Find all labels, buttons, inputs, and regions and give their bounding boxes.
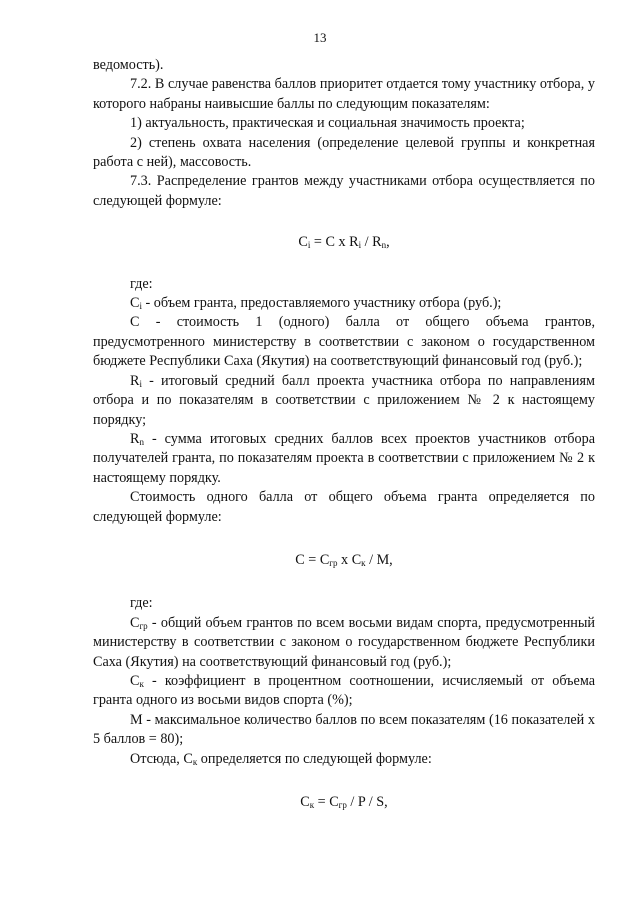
subscript: гр (338, 800, 347, 810)
paragraph (93, 750, 595, 769)
text-run: - итоговый средний балл проекта участника отбора по направлениям отбора и по показателям в соответствии с приложением № 2 к настоящему порядку; (93, 372, 595, 428)
text-run: R (130, 372, 140, 389)
text-run: C (298, 234, 308, 251)
paragraph-text: ведомость). (93, 57, 164, 73)
text-run: / M, (365, 551, 393, 568)
paragraph-text: где: (130, 275, 153, 292)
subscript: гр (139, 620, 148, 631)
subscript: к (139, 678, 144, 689)
subscript: гр (329, 557, 338, 568)
paragraph-text: где: (130, 595, 153, 612)
paragraph (93, 711, 595, 750)
paragraph (93, 372, 595, 430)
text-run: / P / S, (346, 794, 388, 810)
formula (93, 551, 595, 570)
formula (93, 233, 595, 252)
subscript: n (139, 436, 144, 447)
subscript: i (358, 240, 362, 251)
text-run: C (130, 295, 140, 312)
paragraph (93, 488, 595, 527)
paragraph-text: M - максимальное количество баллов по всем показателям (16 показателей x 5 баллов = 80); (93, 711, 595, 748)
text-run: - общий объем грантов по всем восьми видам спорта, предусмотренный министерству в соответствии с законом о государственном бюджете Республики Саха (Якутия) на соответствующий финансовый год (руб.); (93, 614, 595, 670)
paragraph (93, 114, 595, 133)
paragraph (93, 614, 595, 672)
subscript: к (192, 756, 198, 767)
subscript: к (309, 800, 315, 810)
paragraph (93, 672, 595, 711)
paragraph (93, 294, 595, 313)
paragraph (93, 430, 595, 488)
text-run: C (130, 614, 140, 631)
subscript: к (361, 557, 366, 568)
paragraph-text: 7.3. Распределение грантов между участниками отбора осуществляется по следующей формуле: (93, 173, 595, 209)
paragraph (93, 172, 595, 211)
page-number: 13 (313, 30, 327, 45)
text-run: = C x R (310, 234, 359, 251)
paragraph (93, 275, 595, 294)
paragraph (93, 594, 595, 613)
subscript: i (139, 378, 142, 389)
formula (93, 793, 595, 812)
text-run: - сумма итоговых средних баллов всех проектов участников отбора получателей гранта, по показателям проекта в соответствии с приложением № 2 к настоящему порядку. (93, 430, 595, 486)
text-run: - объем гранта, предоставляемого участнику отбора (руб.); (141, 295, 502, 312)
text-run: x C (337, 551, 362, 568)
text-run: Отсюда, C (130, 750, 193, 767)
text-run: , (386, 234, 390, 251)
text-run: = C (314, 794, 339, 810)
paragraph-text: 1) актуальность, практическая и социальная значимость проекта; (130, 115, 525, 132)
text-run: - коэффициент в процентном соотношении, исчисляемый от объема гранта одного из восьми видов спорта (%); (93, 672, 595, 709)
paragraph (93, 313, 595, 371)
paragraph-text: C - стоимость 1 (одного) балла от общего объема грантов, предусмотренного министерству в соответствии с законом о государственном бюджете Республики Саха (Якутия) на соответствующий финансовый год (руб.); (93, 314, 595, 370)
text-run: определяется по следующей формуле: (197, 750, 432, 767)
paragraph-text: Стоимость одного балла от общего объема гранта определяется по следующей формуле: (93, 489, 595, 525)
text-run: / R (361, 234, 382, 251)
text-run: R (130, 430, 140, 447)
paragraph (93, 56, 595, 75)
paragraph (93, 134, 595, 173)
paragraph (93, 75, 595, 114)
text-run: C = C (295, 551, 330, 568)
subscript: i (139, 301, 142, 312)
document-body (93, 56, 595, 812)
paragraph-text: 2) степень охвата населения (определение целевой группы и конкретная работа с ней), массовость. (93, 134, 595, 171)
paragraph-text: 7.2. В случае равенства баллов приоритет отдается тому участнику отбора, у которого набраны наивысшие баллы по следующим показателям: (93, 76, 595, 112)
text-run: C (130, 672, 140, 689)
text-run: C (300, 794, 310, 810)
subscript: n (381, 240, 387, 251)
subscript: i (307, 240, 311, 251)
